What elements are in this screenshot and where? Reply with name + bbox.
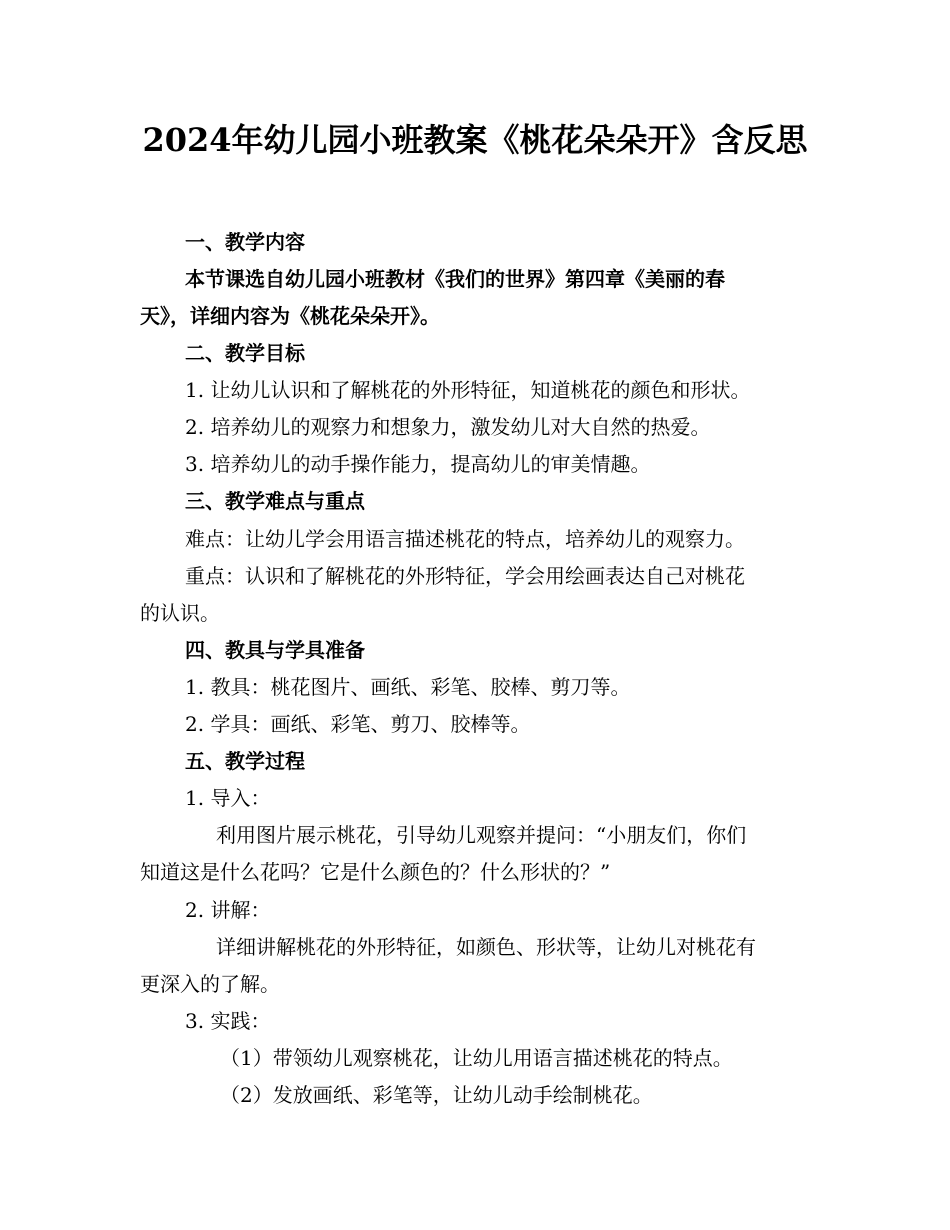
list-item: 3. 实践： <box>185 1009 271 1033</box>
sub-list-item: （1）带领幼儿观察桃花，让幼儿用语言描述桃花的特点。 <box>220 1046 733 1070</box>
paragraph-line: 更深入的了解。 <box>140 972 280 996</box>
section-heading-content: 一、教学内容 <box>185 230 305 254</box>
paragraph-line: 重点：认识和了解桃花的外形特征，学会用绘画表达自己对桃花 <box>185 564 745 588</box>
list-item: 1. 教具：桃花图片、画纸、彩笔、胶棒、剪刀等。 <box>185 675 631 699</box>
sub-list-item: （2）发放画纸、彩笔等，让幼儿动手绘制桃花。 <box>220 1083 653 1107</box>
list-item: 3. 培养幼儿的动手操作能力，提高幼儿的审美情趣。 <box>185 452 651 476</box>
list-item: 1. 导入： <box>185 786 271 810</box>
paragraph-line: 天》，详细内容为《桃花朵朵开》。 <box>140 304 440 328</box>
list-item: 1. 让幼儿认识和了解桃花的外形特征，知道桃花的颜色和形状。 <box>185 378 751 402</box>
list-item: 2. 学具：画纸、彩笔、剪刀、胶棒等。 <box>185 712 531 736</box>
document-title: 2024年幼儿园小班教案《桃花朵朵开》含反思 <box>142 121 808 159</box>
section-heading-objectives: 二、教学目标 <box>185 341 305 365</box>
paragraph-line: 本节课选自幼儿园小班教材《我们的世界》第四章《美丽的春 <box>185 267 725 291</box>
paragraph-line: 利用图片展示桃花，引导幼儿观察并提问：“小朋友们，你们 <box>216 823 747 847</box>
section-heading-key-points: 三、教学难点与重点 <box>185 489 365 513</box>
paragraph-line: 难点：让幼儿学会用语言描述桃花的特点，培养幼儿的观察力。 <box>185 527 745 551</box>
list-item: 2. 培养幼儿的观察力和想象力，激发幼儿对大自然的热爱。 <box>185 415 711 439</box>
section-heading-materials: 四、教具与学具准备 <box>185 638 365 662</box>
list-item: 2. 讲解： <box>185 898 271 922</box>
paragraph-line: 详细讲解桃花的外形特征，如颜色、形状等，让幼儿对桃花有 <box>216 935 756 959</box>
section-heading-process: 五、教学过程 <box>185 749 305 773</box>
paragraph-line: 知道这是什么花吗？它是什么颜色的？什么形状的？” <box>140 860 611 884</box>
paragraph-line: 的认识。 <box>140 601 220 625</box>
